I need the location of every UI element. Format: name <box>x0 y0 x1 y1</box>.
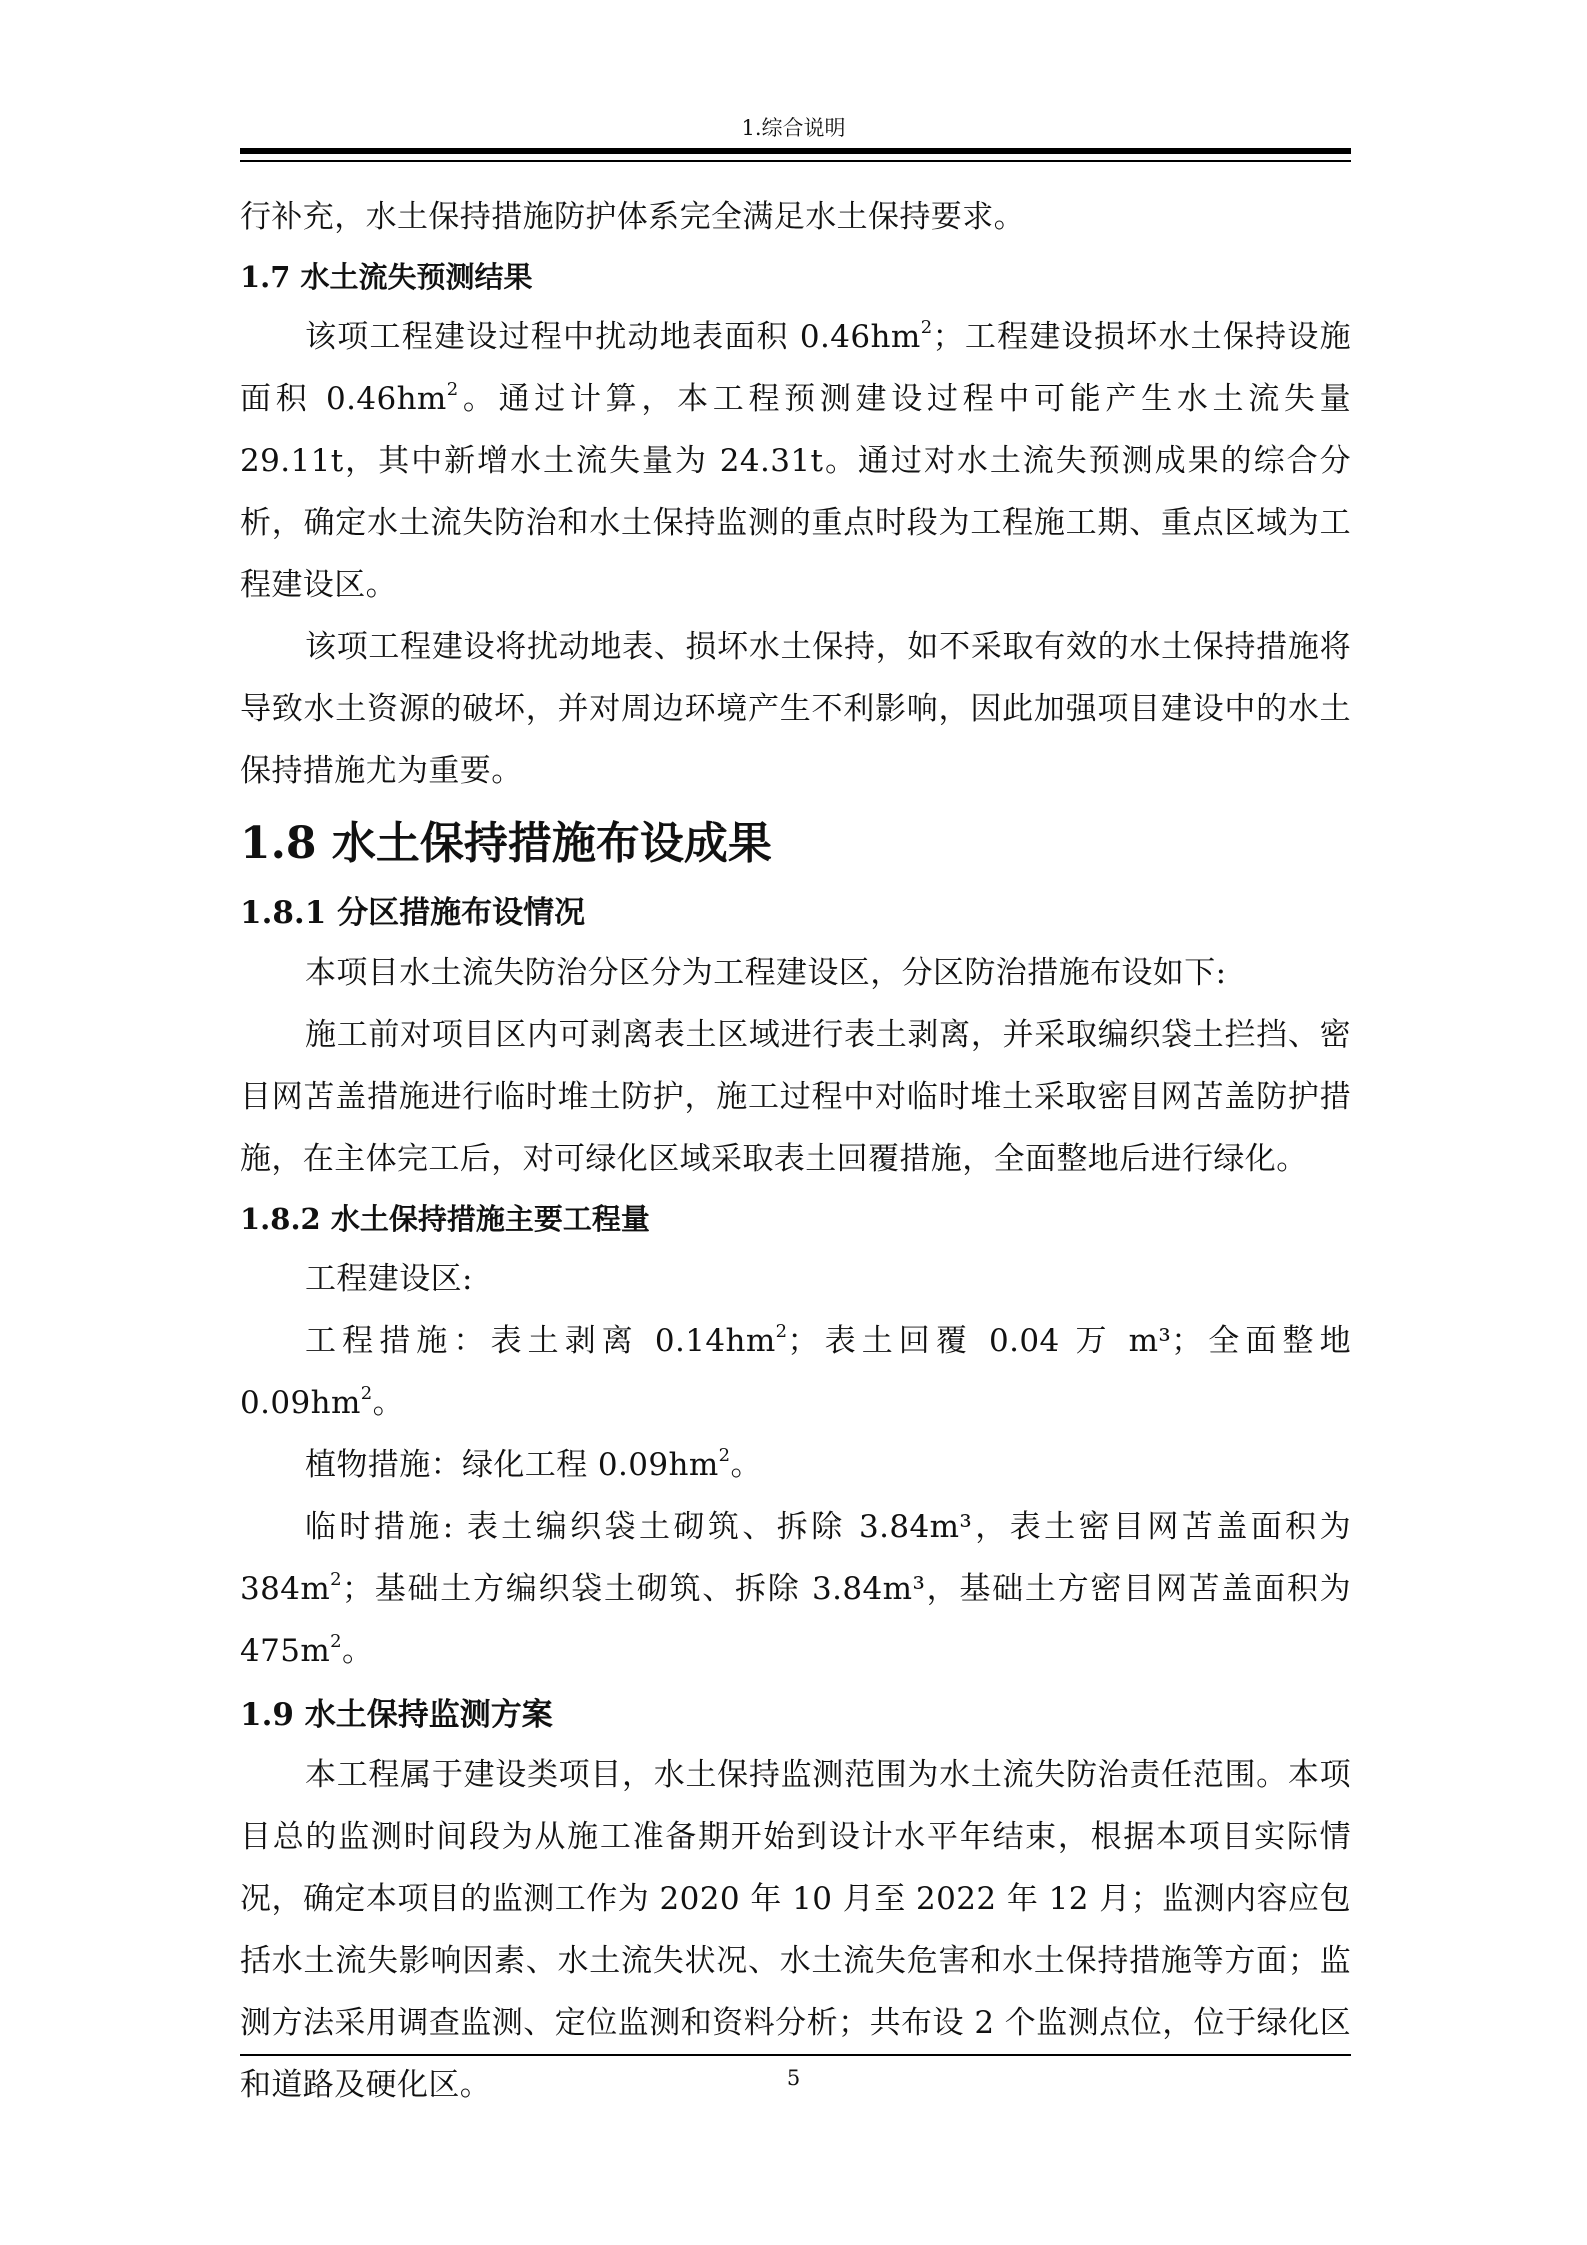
section-1-8-2-heading: 1.8.2 水土保持措施主要工程量 <box>240 1202 650 1236</box>
section-1-8-1-paragraph-1: 本项目水土流失防治分区分为工程建设区，分区防治措施布设如下: <box>305 955 1227 991</box>
page-body <box>240 186 1351 2116</box>
section-1-8-heading: 1.8 水土保持措施布设成果 <box>240 818 772 869</box>
section-1-8-1-paragraph-2: 施工前对项目区内可剥离表土区域进行表土剥离，并采取编织袋土拦挡、密目网苫盖措施进行临时堆土防护，施工过程中对临时堆土采取密目网苫盖防护措施，在主体完工后，对可绿化区域采取表土回覆措施，全面整地后进行绿化。 <box>240 1017 1351 1177</box>
section-1-8-1-heading: 1.8.1 分区措施布设情况 <box>240 895 586 931</box>
section-1-9-paragraph-1: 本工程属于建设类项目，水土保持监测范围为水土流失防治责任范围。本项目总的监测时间段为从施工准备期开始到设计水平年结束，根据本项目实际情况，确定本项目的监测工作为 2020 年 10 月至 2022 年 12 月；监测内容应包括水土流失影响因素、水土流失状况、水土流失危害和水土保持措施等方面；监测方法采用调查监测、定位监测和资料分析；共布设 2 个监测点位，位于绿化区和道路及硬化区。 <box>240 1757 1351 2103</box>
plant-measures-paragraph: 植物措施：绿化工程 $0.09hm^2$。 <box>305 1445 762 1483</box>
engineering-measures-paragraph: 工程措施：表土剥离 $0.14hm^2$；表土回覆 0.04 万 m³；全面整地 $0.09hm^2$。 <box>240 1321 1351 1421</box>
section-1-7-heading: 1.7 水土流失预测结果 <box>240 260 533 294</box>
running-header: 1.综合说明 <box>741 116 846 140</box>
header-rule-thin <box>240 160 1351 162</box>
section-1-9-heading: 1.9 水土保持监测方案 <box>240 1697 553 1733</box>
section-1-7-paragraph-1: 该项工程建设过程中扰动地表面积 $0.46hm^2$；工程建设损坏水土保持设施面积 $0.46hm^2$。通过计算，本工程预测建设过程中可能产生水土流失量 29.11t，其中新增水土流失量为 24.31t。通过对水土流失预测成果的综合分析，确定水土流失防治和水土保持监测的重点时段为工程施工期、重点区域为工程建设区。 <box>240 317 1352 603</box>
footer-rule <box>240 2054 1351 2056</box>
section-1-8-2-paragraph-1: 工程建设区: <box>305 1261 473 1297</box>
section-1-7-paragraph-2: 该项工程建设将扰动地表、损坏水土保持，如不采取有效的水土保持措施将导致水土资源的破坏，并对周边环境产生不利影响，因此加强项目建设中的水土保持措施尤为重要。 <box>240 629 1351 789</box>
header-rule-thick <box>240 148 1351 154</box>
continued-paragraph: 行补充，水土保持措施防护体系完全满足水土保持要求。 <box>240 199 1025 235</box>
page-number: 5 <box>786 2066 801 2090</box>
temporary-measures-paragraph: 临时措施: 表土编织袋土砌筑、拆除 3.84m³，表土密目网苫盖面积为 $384m^2$；基础土方编织袋土砌筑、拆除 3.84m³，基础土方密目网苫盖面积为 $475m^2$。 <box>240 1509 1351 1669</box>
